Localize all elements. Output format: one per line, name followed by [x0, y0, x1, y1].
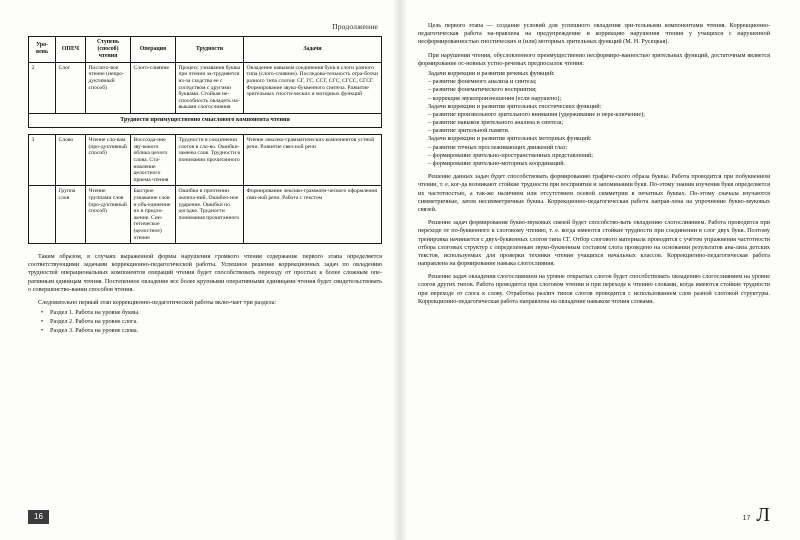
list-item: • Раздел 2. Работа на уровне слога. [50, 318, 382, 327]
dash-block-heading: Задачи коррекции и развития зрительных гностических функций: [428, 102, 602, 110]
page-number-left: 16 [28, 510, 49, 524]
dash-item: – формирование зрительно-пространственных представлений; [428, 151, 593, 159]
reading-levels-table-part2 [28, 134, 382, 244]
cell-stage: Чтение группами слов (про-дуктивный способ) [86, 186, 131, 244]
right-paragraph-5: Решение задач овладения слогослиянием на уровне открытых слогов будет способствовать овладению слогослиянием на уровне слогов других типов. Работа проводится при слоговом чтении и при переходе к чтению словами, когда имеются стойкие трудности при переходе от слога к слову. Отработка различ типов слогов проводится с использованием слов разной слоговой структуры. Коррекционно-педагогическая работа направлена на овладение навыком чтения словами. [418, 273, 770, 305]
dash-block-motor [418, 135, 770, 168]
table-header-row [29, 37, 382, 63]
dash-item: – развитие фонематического восприятия; [428, 86, 537, 94]
page-number-right: 17 [742, 515, 751, 522]
page-right [400, 0, 800, 540]
col-header-difficulties: Трудности [176, 37, 244, 63]
cell-opech: Слог [56, 62, 86, 113]
cell-tasks: Формирование лексико-граммати-ческого оформления связ-ной речи. Работа с текстом [244, 186, 382, 244]
publisher-logo-icon: Л [756, 504, 770, 526]
list-item: • Раздел 1. Работа на уровне буквы. [50, 309, 382, 318]
col-header-operation: Операция [131, 37, 176, 63]
continued-label: Продолжение [332, 22, 378, 31]
dash-block-heading: Задачи коррекции и развития речевых функций: [428, 69, 555, 77]
table-row [29, 62, 382, 113]
cell-difficulties: Процесс узнавания буквы при чтении за-трудняется из-за сходства ее с соседством с другими буквами. Стойкая не-способность овладеть на-выками слогослияния [176, 62, 244, 113]
dash-block-speech [418, 70, 770, 103]
dash-item: – развитие зрительной памяти. [428, 127, 510, 135]
table-row [29, 135, 382, 186]
cell-opech: Группа слов [56, 186, 86, 244]
cell-stage: Послого-вое чтение (непро-дуктивный способ) [86, 62, 131, 113]
sections-list [28, 309, 382, 336]
cell-operation: Быстрое узнавание слов и объ-единение их в предло-жение. Син-тетическое (целостное) чтение [131, 186, 176, 244]
col-header-level: Уро-вень [29, 37, 56, 63]
dash-item: – формирование зрительно-моторных координаций. [428, 160, 566, 167]
cell-level [29, 186, 56, 244]
dash-item: – развитие произвольного зрительного внимания (удерживание и пере-ключение); [428, 110, 645, 118]
cell-stage: Чтение сло-вам (про-дуктивный способ) [86, 135, 131, 186]
cell-opech: Слово [56, 135, 86, 186]
left-paragraph-2: Следовательно первый этап коррекционно-педагогической работы вклю-чает три раздела: [38, 299, 277, 307]
dash-block-heading: Задачи коррекции и развития зрительных моторных функций: [428, 135, 592, 143]
left-paragraph-1: Таким образом, в случаях выраженной формы нарушения громкого чтения содержание первого этапа определяется соответствующими задачами коррекционно-педагогической работы. Успешное решение коррекционных задач по овладению трудностей операциональных компонентов операций чтения будет способствовать переходу от простых к более сложным опе-ративным единицам чтения. Постепенное овладение все более крупными оперативными единицами чтения будет свидетельствовать о совершенство-вании способов чтения. [28, 253, 382, 293]
footer-right [743, 506, 770, 524]
cell-tasks: Овладение навыком соединения букв в слоги разного типа (слого-слияние). Последова-тельность отра-ботки разного типа слогов: СГ, ГС, ССГ, СГС, СГСС, СГСГ. Формирование звуко-буквенного синтеза. Развитие зрительных гности-ческих и моторных функций [244, 62, 382, 113]
dash-item: – развитие точных прослеживающих движений глаз; [428, 143, 568, 151]
cell-operation: Слого-слияние [131, 62, 176, 113]
cell-tasks: Чтение лексико-грамматических компонентов устной речи. Развитие связ-ной речи [244, 135, 382, 186]
cell-operation: Воссозда-ние зву-кового облика целого слова. Ста-новление целостного приема чтения [131, 135, 176, 186]
reading-levels-table [28, 36, 382, 128]
cell-difficulties: Ошибки в прочтении оконча-ний. Ошибоч-ное ударение. Ошибки по догадке. Трудности понимания прочитанного [176, 186, 244, 244]
footer-left [28, 510, 49, 524]
dash-item: – коррекция звукопроизношения (если нарушено); [428, 94, 562, 102]
cell-level: 2 [29, 62, 56, 113]
dash-item: – развитие фонемного анализа и синтеза; [428, 78, 537, 86]
right-paragraph-1: Цель первого этапа — создание условий для успешного овладения зри-тельными компонентами чтения. Коррекционно-педагогическая работа на-правлена на предупреждение и коррекцию нарушения чтения у учащихся с нарушенной несформированностью гностических и (или) моторных зрительных функций (М. Н. Русецкая). [418, 22, 770, 46]
col-header-stage: Ступень (способ) чтения [86, 37, 131, 63]
col-header-opech: ОПЕЧ [56, 37, 86, 63]
cell-level: 3 [29, 135, 56, 186]
right-paragraph-4: Решение задач формирования букво-звуковых связей будет способство-вать овладению слогослиянием. Работа проводится при переходе от по-буквенного к слоговому чтению, т. е. когда имеются стойкие трудности при соединении в слог двух букв. Поэтому тренировка начинается с двух-буквенных слогов типа СГ. Отбор слогового материала проводится с учётом упражнения частотности отбора слоговых структур с определенным звуко-буквенным составом слога проведено на основании результатов ана-лиза детских текстов, используемых для проверки техники чтения учащихся начальных классов. Коррекционно-педагогическая работа направлена на формирование навыка слогослияния. [418, 219, 770, 268]
table-section-header: Трудности преимущественно смыслового компонента чтения [29, 114, 382, 128]
right-paragraph-3: Решение данных задач будет способствовать формированию графиче-ского образа буквы. Работа проводится при побуквенном чтении, т. е. ког-да возникают стойкие трудности при восприятии и запоминании букв. По-этому знания изучения букв определяется их частотностью, а так-же наличием или отсутствием осевой симметрии в печатных буквах. По-этому сначала изучаются симметричные, затем несимметричные буквы. Коррекционно-педагогическая работа направ-лена на упрочнение букво-звуковых связей. [418, 173, 770, 213]
right-paragraph-2: При нарушении чтения, обусловленного преимущественно несформиро-ванностью зрительных функций, достаточным является формирование ос-новных устно-речевых предпосылок чтения: [418, 51, 770, 67]
dash-item: – развитие навыков зрительного анализа и синтеза; [428, 119, 564, 127]
cell-difficulties: Трудности в соединении слогов в сло-во. Ошибки-замены слов. Трудности в понимании прочитанного [176, 135, 244, 186]
col-header-tasks: Задачи [244, 37, 382, 63]
table-row [29, 186, 382, 244]
list-item: • Раздел 3. Работа на уровне слова. [50, 327, 382, 336]
table-section-header-row [29, 114, 382, 128]
dash-block-gnostic [418, 103, 770, 136]
